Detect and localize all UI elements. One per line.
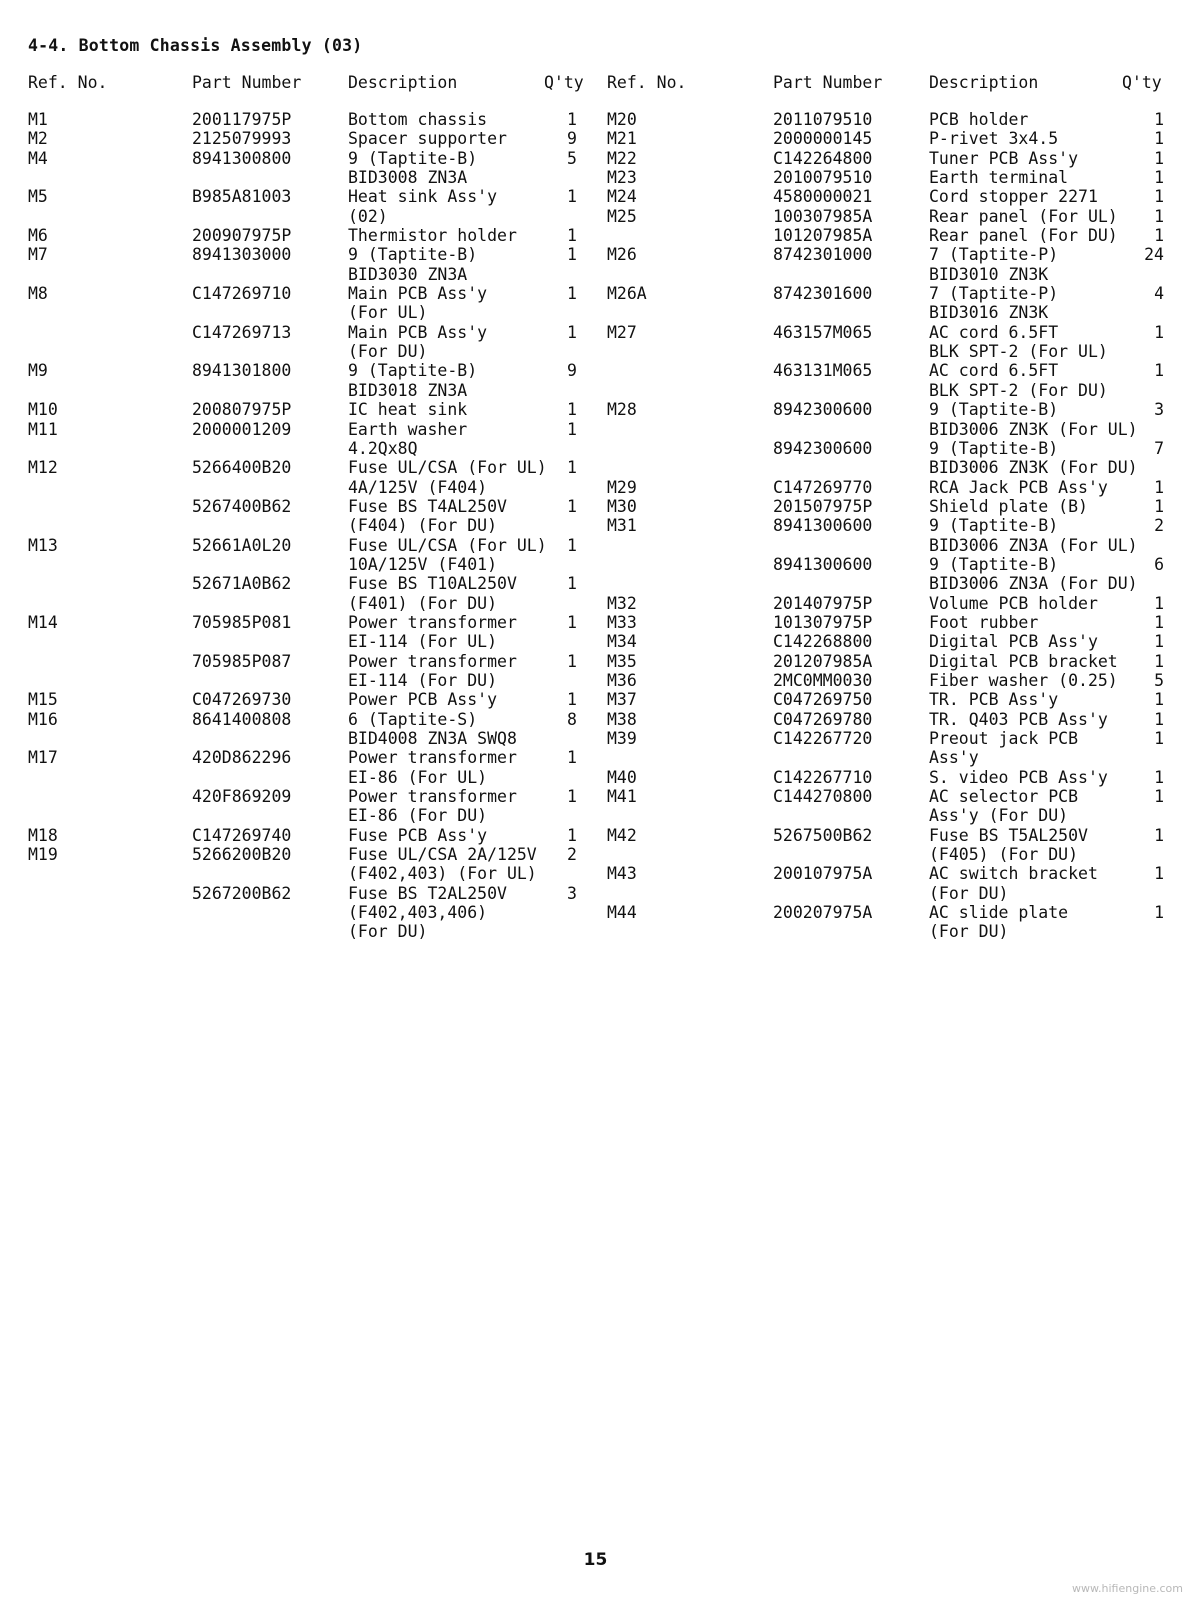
part-number-left: C147269713 xyxy=(192,322,292,342)
table-row xyxy=(0,226,1191,245)
table-row xyxy=(0,303,1191,322)
description-left: Power transformer xyxy=(348,612,517,632)
table-row xyxy=(0,458,1191,477)
description-right: Fuse BS T5AL250V xyxy=(929,825,1088,845)
ref-right: M31 xyxy=(607,516,637,536)
description-left: Fuse BS T2AL250V xyxy=(348,883,507,903)
part-number-left: 200807975P xyxy=(192,400,292,420)
description-left: BID3008 ZN3A xyxy=(348,168,468,188)
qty-right: 4 xyxy=(1154,284,1164,304)
part-number-left: 2125079993 xyxy=(192,129,292,149)
description-left: (F402,403) (For UL) xyxy=(348,864,537,884)
description-left: (02) xyxy=(348,206,388,226)
qty-left: 1 xyxy=(567,787,577,807)
qty-left: 1 xyxy=(567,651,577,671)
table-row xyxy=(0,652,1191,671)
table-row xyxy=(0,420,1191,439)
table-row xyxy=(0,671,1191,690)
part-number-left: 5267200B62 xyxy=(192,883,292,903)
part-number-right: 8941300600 xyxy=(773,554,873,574)
part-number-left: 200117975P xyxy=(192,110,292,129)
ref-left: M7 xyxy=(28,245,48,265)
part-number-right: 8742301600 xyxy=(773,284,873,304)
part-number-right: 5267500B62 xyxy=(773,825,873,845)
ref-right: M29 xyxy=(607,477,637,497)
part-number-left: B985A81003 xyxy=(192,187,292,207)
ref-left: M12 xyxy=(28,458,58,478)
part-number-right: C142267710 xyxy=(773,767,873,787)
ref-right: M20 xyxy=(607,110,637,129)
part-number-right: C142267720 xyxy=(773,729,873,748)
table-row xyxy=(0,632,1191,651)
description-right: 7 (Taptite-P) xyxy=(929,284,1059,304)
description-left: Earth washer xyxy=(348,419,468,439)
description-right: Rear panel (For UL) xyxy=(929,206,1118,226)
description-right: Digital PCB bracket xyxy=(929,651,1118,671)
part-number-right: 201207985A xyxy=(773,651,873,671)
description-left: Power transformer xyxy=(348,651,517,671)
ref-right: M44 xyxy=(607,903,637,923)
qty-right: 7 xyxy=(1154,438,1164,458)
parts-table xyxy=(0,110,1191,942)
description-right: 9 (Taptite-B) xyxy=(929,438,1059,458)
description-left: (F404) (For DU) xyxy=(348,516,498,536)
part-number-right: 101307975P xyxy=(773,612,873,632)
part-number-right: 201507975P xyxy=(773,496,873,516)
header-ref-left: Ref. No. xyxy=(28,73,108,92)
ref-right: M32 xyxy=(607,593,637,613)
part-number-left: C047269730 xyxy=(192,690,292,710)
page-number: 15 xyxy=(583,1550,608,1570)
ref-right: M23 xyxy=(607,168,637,188)
table-row xyxy=(0,594,1191,613)
ref-left: M1 xyxy=(28,110,48,129)
table-row xyxy=(0,265,1191,284)
description-right: TR. Q403 PCB Ass'y xyxy=(929,709,1108,729)
ref-left: M6 xyxy=(28,226,48,246)
qty-right: 1 xyxy=(1154,767,1164,787)
qty-left: 1 xyxy=(567,535,577,555)
ref-right: M25 xyxy=(607,206,637,226)
part-number-left: 705985P087 xyxy=(192,651,292,671)
description-right: BID3006 ZN3K (For UL) xyxy=(929,419,1138,439)
description-left: 4A/125V (F404) xyxy=(348,477,488,497)
table-row xyxy=(0,555,1191,574)
description-left: Bottom chassis xyxy=(348,110,488,129)
description-left: 9 (Taptite-B) xyxy=(348,361,478,381)
table-row xyxy=(0,439,1191,458)
header-desc-right: Description xyxy=(929,73,1039,92)
table-row xyxy=(0,129,1191,148)
part-number-right: 200207975A xyxy=(773,903,873,923)
table-row xyxy=(0,806,1191,825)
description-right: Volume PCB holder xyxy=(929,593,1098,613)
description-left: 6 (Taptite-S) xyxy=(348,709,478,729)
description-left: EI-86 (For UL) xyxy=(348,767,488,787)
description-left: 4.2Qx8Q xyxy=(348,438,418,458)
ref-left: M17 xyxy=(28,748,58,768)
description-left: Fuse BS T10AL250V xyxy=(348,574,517,594)
part-number-right: 8942300600 xyxy=(773,400,873,420)
header-ref-right: Ref. No. xyxy=(607,73,687,92)
part-number-left: 5266400B20 xyxy=(192,458,292,478)
qty-left: 5 xyxy=(567,148,577,168)
qty-right: 1 xyxy=(1154,903,1164,923)
qty-right: 1 xyxy=(1154,651,1164,671)
table-row xyxy=(0,845,1191,864)
qty-right: 1 xyxy=(1154,864,1164,884)
qty-left: 9 xyxy=(567,129,577,149)
qty-left: 1 xyxy=(567,284,577,304)
qty-left: 1 xyxy=(567,496,577,516)
description-left: Spacer supporter xyxy=(348,129,507,149)
part-number-right: 100307985A xyxy=(773,206,873,226)
part-number-left: C147269710 xyxy=(192,284,292,304)
qty-right: 6 xyxy=(1154,554,1164,574)
qty-right: 1 xyxy=(1154,709,1164,729)
qty-right: 1 xyxy=(1154,690,1164,710)
ref-right: M42 xyxy=(607,825,637,845)
ref-left: M10 xyxy=(28,400,58,420)
part-number-right: 4580000021 xyxy=(773,187,873,207)
description-left: BID4008 ZN3A SWQ8 xyxy=(348,729,517,748)
description-right: TR. PCB Ass'y xyxy=(929,690,1059,710)
part-number-right: 8941300600 xyxy=(773,516,873,536)
qty-right: 1 xyxy=(1154,361,1164,381)
description-left: 10A/125V (F401) xyxy=(348,554,498,574)
ref-left: M9 xyxy=(28,361,48,381)
description-left: Power PCB Ass'y xyxy=(348,690,498,710)
part-number-left: 5267400B62 xyxy=(192,496,292,516)
ref-right: M33 xyxy=(607,612,637,632)
description-right: 9 (Taptite-B) xyxy=(929,554,1059,574)
ref-left: M8 xyxy=(28,284,48,304)
description-right: RCA Jack PCB Ass'y xyxy=(929,477,1108,497)
table-row xyxy=(0,361,1191,380)
part-number-right: 463157M065 xyxy=(773,322,873,342)
qty-right: 1 xyxy=(1154,148,1164,168)
ref-left: M5 xyxy=(28,187,48,207)
table-row xyxy=(0,516,1191,535)
ref-left: M11 xyxy=(28,419,58,439)
table-row xyxy=(0,149,1191,168)
ref-right: M27 xyxy=(607,322,637,342)
qty-right: 3 xyxy=(1154,400,1164,420)
header-qty-left: Q'ty xyxy=(544,73,584,92)
part-number-left: 705985P081 xyxy=(192,612,292,632)
table-row xyxy=(0,323,1191,342)
ref-right: M35 xyxy=(607,651,637,671)
description-left: IC heat sink xyxy=(348,400,468,420)
description-right: BID3006 ZN3K (For DU) xyxy=(929,458,1138,478)
qty-right: 1 xyxy=(1154,322,1164,342)
ref-right: M36 xyxy=(607,670,637,690)
description-right: Rear panel (For DU) xyxy=(929,226,1118,246)
description-left: Thermistor holder xyxy=(348,226,517,246)
table-row xyxy=(0,729,1191,748)
table-row xyxy=(0,574,1191,593)
table-row xyxy=(0,787,1191,806)
description-right: Foot rubber xyxy=(929,612,1039,632)
description-right: 7 (Taptite-P) xyxy=(929,245,1059,265)
table-row xyxy=(0,110,1191,129)
qty-left: 1 xyxy=(567,458,577,478)
qty-right: 1 xyxy=(1154,787,1164,807)
description-left: Fuse BS T4AL250V xyxy=(348,496,507,516)
table-row xyxy=(0,245,1191,264)
description-right: BID3006 ZN3A (For UL) xyxy=(929,535,1138,555)
description-right: Fiber washer (0.25) xyxy=(929,670,1118,690)
qty-left: 3 xyxy=(567,883,577,903)
ref-right: M38 xyxy=(607,709,637,729)
ref-right: M24 xyxy=(607,187,637,207)
part-number-left: 200907975P xyxy=(192,226,292,246)
qty-right: 24 xyxy=(1144,245,1164,265)
description-right: AC cord 6.5FT xyxy=(929,361,1059,381)
qty-left: 1 xyxy=(567,245,577,265)
description-right: 9 (Taptite-B) xyxy=(929,516,1059,536)
ref-right: M30 xyxy=(607,496,637,516)
ref-right: M37 xyxy=(607,690,637,710)
qty-right: 1 xyxy=(1154,612,1164,632)
description-right: BID3010 ZN3K xyxy=(929,264,1049,284)
header-part-left: Part Number xyxy=(192,73,302,92)
description-left: Power transformer xyxy=(348,748,517,768)
table-row xyxy=(0,478,1191,497)
header-qty-right: Q'ty xyxy=(1122,73,1162,92)
part-number-right: 8942300600 xyxy=(773,438,873,458)
description-left: Main PCB Ass'y xyxy=(348,322,488,342)
description-left: 9 (Taptite-B) xyxy=(348,148,478,168)
qty-right: 1 xyxy=(1154,206,1164,226)
description-right: BID3016 ZN3K xyxy=(929,303,1049,323)
part-number-right: C142264800 xyxy=(773,148,873,168)
table-row xyxy=(0,922,1191,941)
table-row xyxy=(0,768,1191,787)
description-left: Fuse PCB Ass'y xyxy=(348,825,488,845)
ref-right: M22 xyxy=(607,148,637,168)
part-number-left: 52661A0L20 xyxy=(192,535,292,555)
part-number-right: 200107975A xyxy=(773,864,873,884)
description-right: AC cord 6.5FT xyxy=(929,322,1059,342)
table-row xyxy=(0,400,1191,419)
table-row xyxy=(0,497,1191,516)
table-row xyxy=(0,748,1191,767)
description-right: Digital PCB Ass'y xyxy=(929,632,1098,652)
qty-right: 1 xyxy=(1154,593,1164,613)
description-left: (For UL) xyxy=(348,303,428,323)
description-left: (For DU) xyxy=(348,342,428,362)
part-number-left: 420D862296 xyxy=(192,748,292,768)
qty-right: 1 xyxy=(1154,110,1164,129)
part-number-right: 2000000145 xyxy=(773,129,873,149)
description-left: EI-114 (For UL) xyxy=(348,632,498,652)
description-right: Ass'y (For DU) xyxy=(929,806,1069,826)
table-row xyxy=(0,690,1191,709)
part-number-right: 201407975P xyxy=(773,593,873,613)
part-number-right: 2010079510 xyxy=(773,168,873,188)
qty-left: 1 xyxy=(567,825,577,845)
table-row xyxy=(0,884,1191,903)
qty-left: 1 xyxy=(567,574,577,594)
qty-right: 1 xyxy=(1154,129,1164,149)
ref-left: M18 xyxy=(28,825,58,845)
part-number-right: 463131M065 xyxy=(773,361,873,381)
description-right: Ass'y xyxy=(929,748,979,768)
description-right: P-rivet 3x4.5 xyxy=(929,129,1059,149)
table-row xyxy=(0,187,1191,206)
part-number-right: 2011079510 xyxy=(773,110,873,129)
qty-left: 1 xyxy=(567,612,577,632)
section-title: 4-4. Bottom Chassis Assembly (03) xyxy=(28,36,363,55)
qty-left: 2 xyxy=(567,845,577,865)
qty-right: 1 xyxy=(1154,226,1164,246)
part-number-left: 52671A0B62 xyxy=(192,574,292,594)
description-left: Fuse UL/CSA (For UL) xyxy=(348,458,547,478)
description-left: BID3018 ZN3A xyxy=(348,380,468,400)
description-right: BID3006 ZN3A (For DU) xyxy=(929,574,1138,594)
qty-left: 9 xyxy=(567,361,577,381)
ref-right: M41 xyxy=(607,787,637,807)
description-right: AC slide plate xyxy=(929,903,1069,923)
part-number-right: 8742301000 xyxy=(773,245,873,265)
description-right: Cord stopper 2271 xyxy=(929,187,1098,207)
qty-left: 1 xyxy=(567,322,577,342)
table-row xyxy=(0,710,1191,729)
qty-right: 1 xyxy=(1154,477,1164,497)
part-number-left: 8641400808 xyxy=(192,709,292,729)
qty-right: 5 xyxy=(1154,670,1164,690)
description-right: Earth terminal xyxy=(929,168,1069,188)
ref-left: M14 xyxy=(28,612,58,632)
table-row xyxy=(0,207,1191,226)
header-part-right: Part Number xyxy=(773,73,883,92)
description-left: EI-86 (For DU) xyxy=(348,806,488,826)
table-row xyxy=(0,168,1191,187)
qty-right: 1 xyxy=(1154,187,1164,207)
part-number-left: 5266200B20 xyxy=(192,845,292,865)
part-number-right: 2MC0MM0030 xyxy=(773,670,873,690)
qty-left: 1 xyxy=(567,110,577,129)
table-header xyxy=(0,73,1191,93)
header-desc-left: Description xyxy=(348,73,458,92)
part-number-right: C147269770 xyxy=(773,477,873,497)
qty-left: 8 xyxy=(567,709,577,729)
part-number-left: 420F869209 xyxy=(192,787,292,807)
table-row xyxy=(0,536,1191,555)
description-right: Shield plate (B) xyxy=(929,496,1088,516)
description-left: (F401) (For DU) xyxy=(348,593,498,613)
ref-left: M4 xyxy=(28,148,48,168)
part-number-right: C144270800 xyxy=(773,787,873,807)
description-right: BLK SPT-2 (For UL) xyxy=(929,342,1108,362)
part-number-left: 8941300800 xyxy=(192,148,292,168)
description-left: Main PCB Ass'y xyxy=(348,284,488,304)
ref-left: M2 xyxy=(28,129,48,149)
description-left: Fuse UL/CSA (For UL) xyxy=(348,535,547,555)
description-right: Preout jack PCB xyxy=(929,729,1079,748)
ref-right: M26 xyxy=(607,245,637,265)
qty-left: 1 xyxy=(567,226,577,246)
description-right: 9 (Taptite-B) xyxy=(929,400,1059,420)
description-left: (For DU) xyxy=(348,922,428,942)
ref-right: M43 xyxy=(607,864,637,884)
description-right: (F405) (For DU) xyxy=(929,845,1079,865)
description-left: Heat sink Ass'y xyxy=(348,187,498,207)
ref-right: M28 xyxy=(607,400,637,420)
part-number-right: C142268800 xyxy=(773,632,873,652)
description-left: (F402,403,406) xyxy=(348,903,488,923)
table-row xyxy=(0,864,1191,883)
ref-right: M21 xyxy=(607,129,637,149)
ref-left: M13 xyxy=(28,535,58,555)
table-row xyxy=(0,381,1191,400)
description-right: AC selector PCB xyxy=(929,787,1079,807)
qty-right: 1 xyxy=(1154,632,1164,652)
part-number-left: 2000001209 xyxy=(192,419,292,439)
ref-right: M26A xyxy=(607,284,647,304)
description-right: S. video PCB Ass'y xyxy=(929,767,1108,787)
table-row xyxy=(0,342,1191,361)
part-number-left: C147269740 xyxy=(192,825,292,845)
qty-left: 1 xyxy=(567,187,577,207)
ref-left: M16 xyxy=(28,709,58,729)
qty-left: 1 xyxy=(567,748,577,768)
ref-left: M19 xyxy=(28,845,58,865)
qty-left: 1 xyxy=(567,400,577,420)
table-row xyxy=(0,613,1191,632)
ref-right: M34 xyxy=(607,632,637,652)
description-right: PCB holder xyxy=(929,110,1029,129)
qty-right: 1 xyxy=(1154,825,1164,845)
ref-right: M39 xyxy=(607,729,637,748)
ref-left: M15 xyxy=(28,690,58,710)
description-left: BID3030 ZN3A xyxy=(348,264,468,284)
description-left: Fuse UL/CSA 2A/125V xyxy=(348,845,537,865)
qty-right: 1 xyxy=(1154,496,1164,516)
part-number-right: C047269750 xyxy=(773,690,873,710)
description-right: (For DU) xyxy=(929,922,1009,942)
part-number-right: C047269780 xyxy=(773,709,873,729)
watermark: www.hifiengine.com xyxy=(1072,1582,1183,1595)
part-number-left: 8941303000 xyxy=(192,245,292,265)
part-number-right: 101207985A xyxy=(773,226,873,246)
part-number-left: 8941301800 xyxy=(192,361,292,381)
description-left: 9 (Taptite-B) xyxy=(348,245,478,265)
qty-right: 2 xyxy=(1154,516,1164,536)
qty-right: 1 xyxy=(1154,168,1164,188)
table-row xyxy=(0,903,1191,922)
description-right: (For DU) xyxy=(929,883,1009,903)
description-right: BLK SPT-2 (For DU) xyxy=(929,380,1108,400)
description-left: Power transformer xyxy=(348,787,517,807)
table-row xyxy=(0,826,1191,845)
qty-left: 1 xyxy=(567,419,577,439)
ref-right: M40 xyxy=(607,767,637,787)
description-right: Tuner PCB Ass'y xyxy=(929,148,1079,168)
description-left: EI-114 (For DU) xyxy=(348,670,498,690)
table-row xyxy=(0,284,1191,303)
qty-right: 1 xyxy=(1154,729,1164,748)
qty-left: 1 xyxy=(567,690,577,710)
description-right: AC switch bracket xyxy=(929,864,1098,884)
